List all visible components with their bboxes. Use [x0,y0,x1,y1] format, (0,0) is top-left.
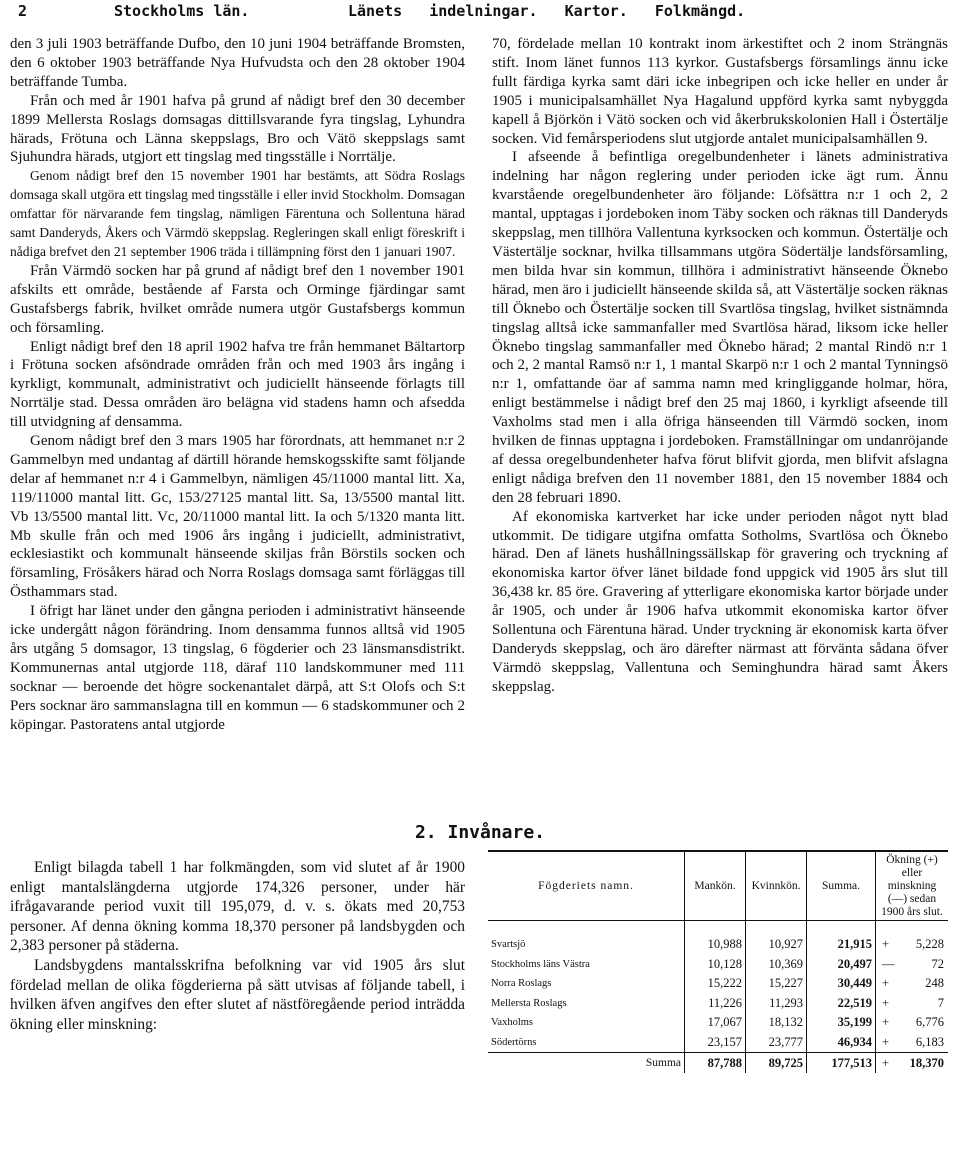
table-row [488,974,948,994]
cell-sign: + [876,974,904,994]
table-row [488,1013,948,1033]
paragraph: I afseende å befintliga oregelbundenheter i länets administrativa indelning har någon reglering under perioden icke ägt rum. Ännu kvarstående oregelbundenheter äro följande: Löfsättra n:r 1 och 2, 2 mantal, upptagas i jordeboken inom Täby socken och räknas till Danderyds skeppslag, men tillhöra Vallentuna kyrksocken och kommun. Östertälje och Västertälje socknar, hvilka tillsammans utgöra Södertälje landsförsamling, men bilda hvar sin kommun, tillhöra i administrativt hänseende Öknebo härad, men äro i judiciellt hänseende skilda så, att Västertälje socken räknas till Öknebo och Östertälje socken till Svartlösa tingslag, hvilket sistnämnda tingslag alltså icke sammanfaller med Svartlösa härad, liksom icke heller Öknebo tingslag sammanfaller med Öknebo härad; 2 mantal Rindö n:r 1 och 2, 2 mantal Ramsö n:r 1, 1 mantal Skarpö n:r 1 och 2 mantal Tynningsö n:r 1, omfattande öar af samma namn med kringliggande holmar, höra, enligt bestämmelse i nådigt bref den 25 maj 1860, i kyrkligt afseende till Vaxholms stad men i alla öfriga hänseenden till Värmdö socken, inom hvilken de finnas upptagna i jordeboken. Framställningar om undanröjande af dessa oregelbundenheter hafva förut blifvit gjorda, men blifvit afslagna enligt nådiga brefven den 11 november 1881, den 15 november 1884 och den 28 februari 1890. [492,149,948,506]
paragraph: Genom nådigt bref den 3 mars 1905 har förordnats, att hemmanet n:r 2 Gammelbyn med undantag af därtill hörande hemskogsskifte samt följande delar af hemmanet n:r 4 i Gammelbyn, nämligen 45/11000 mantal litt. Xa, 119/11000 mantal litt. Gc, 153/27125 mantal litt. Sa, 13/5500 mantal litt. Vb 13/5500 mantal litt. Vc, 20/11000 mantal litt. Ia och 5/1320 manta litt. Mb skulle från och med 1906 års ingång i judiciellt, administrativt, ecklesiastikt och kommunalt hänseende skiljas från Börstils socken och församling, Frösåkers härad och Norra Roslags domsaga samt förläggas till Östhammars stad. [10,433,465,601]
cell-sum: 35,199 [807,1013,876,1033]
page-number: 2 [18,2,28,20]
cell-change: 5,228 [915,937,944,952]
paragraph: 70, fördelade mellan 10 kontrakt inom ärkestiftet och 2 inom Strängnäs stift. Inom länet funnos 113 kyrkor. Gustafsbergs församlings ännu icke fullt färdiga kyrka samt däri icke inbegripen och icke heller en under år 1905 i municipalsamhället Nya Hagalund uppförd kyrka samt nybyggda kapell å Björkön i Vätö socken och vid åkerbrukskolonien Hall i Östertälje socken. Vid femårsperiodens slut utgjorde antalet municipalsamhällen 9. [492,36,948,147]
header-men: Mankön. [685,851,746,921]
row-name: Svartsjö [491,939,526,951]
header-district: Fögderiets namn. [488,851,685,921]
paragraph: Af ekonomiska kartverket har icke under perioden något nytt blad utkommit. De tidigare utgifna omfatta Sotholms, Svartlösa och Öknebo härad. Den af länets hushållningssällskap för gravering och tryckning af ekonomiska kartor öfver länet bildade fond uppgick vid 1905 års slut till 36,438 kr. 85 öre. Gravering af ytterligare ekonomiska kartor började under år 1905, och under år 1906 hafva utkommit ekonomiska kartor öfver Sollentuna och Färentuna härad. Under tryckning är ekonomisk karta öfver Danderyds skeppslag, och äro därefter närmast att förvänta sådana öfver Värmdö skeppslag, Vallentuna och Seminghundra härad samt Åkers skeppslag. [492,508,948,695]
table-row [488,994,948,1014]
row-name: Norra Roslags [491,978,552,990]
paragraph: den 3 juli 1903 beträffande Dufbo, den 10 juni 1904 beträffande Bromsten, den 6 oktober 1903 beträffande Nya Hufvudsta och den 28 oktober 1904 beträffande Tumba. [10,36,465,90]
cell-sum: 46,934 [807,1033,876,1053]
paragraph: Enligt nådigt bref den 18 april 1902 hafva tre från hemmanet Bältartorp i Frötuna socken afsöndrade områden från och med 1903 års ingång i kyrkligt, kommunalt, administrativt och judiciellt hänseende förlagts till Norrtälje stad. Dessa områden äro belägna vid stadens hamn och afsedda till utvidgning af densamma. [10,338,465,431]
cell-women: 15,227 [746,974,807,994]
cell-women: 11,293 [746,994,807,1014]
paragraph: Genom nådigt bref den 15 november 1901 har bestämts, att Södra Roslags domsaga skall utgöra ett tingslag med tingsställe i eller invid Stockholm. Domsagan omfattar för närvarande fem tingslag, nämligen Färentuna och Sollentuna härad samt Danderyds, Åkers och Värmdö skeppslag. Regleringen skall enligt föreskrift i nådiga brefvet den 21 september 1906 träda i tillämpning först den 1 januari 1907. [10,168,465,259]
total-men: 87,788 [685,1053,746,1074]
cell-sign: + [876,1033,904,1053]
total-label: Summa [645,1057,681,1069]
page-header [18,0,948,22]
cell-sign: + [876,1013,904,1033]
cell-sum: 21,915 [807,935,876,955]
header-change: Ökning (+) eller minskning (—) sedan 1900 års slut. [876,851,949,921]
row-name: Södertörns [488,1033,685,1053]
cell-sum: 30,449 [807,974,876,994]
cell-change: 72 [931,956,944,971]
cell-women: 18,132 [746,1013,807,1033]
cell-men: 23,157 [685,1033,746,1053]
cell-sign: + [876,935,904,955]
paragraph: Från och med år 1901 hafva på grund af nådigt bref den 30 december 1899 Mellersta Roslags domsagas dittillsvarande fyra tingslag, Lyhundra härads, Frötuna och Länna skeppslags, Bro och Vätö skeppslags samt Sjuhundra härads, utgjort ett tingslag med tingsställe i Norrtälje. [10,92,465,166]
table-row [488,955,948,975]
cell-men: 17,067 [685,1013,746,1033]
paragraph: Landsbygdens mantalsskrifna befolkning var vid 1905 års slut fördelad mellan de olika fögderierna på sätt utvisas af följande tabell, i hvilken äfven angifves den efter slutet af nästföregående period inträdda ökning eller minskning: [10,956,465,1033]
cell-women: 23,777 [746,1033,807,1053]
cell-change: 6,183 [903,1033,948,1053]
left-column [10,35,465,735]
row-name: Stockholms läns Västra [491,958,590,970]
row-name: Mellersta Roslags [491,997,567,1009]
total-women: 89,725 [746,1053,807,1074]
total-sign: + [876,1053,904,1074]
paragraph: I öfrigt har länet under den gångna perioden i administrativt hänseende icke undergått någon förändring. Inom densamma funnos alltså vid 1905 års utgång 5 domsagor, 13 tingslag, 6 fögderier och 23 länsmansdistrikt. Kommunernas antal utgjorde 118, däraf 110 landskommuner med 111 socknar — beroende det högre sockenantalet därpå, att S:t Olofs och S:t Pers socknar äro sammanslagna till en kommun — 6 stadskommuner och 2 köpingar. Pastoratens antal utgjorde [10,603,465,733]
header-sum: Summa. [807,851,876,921]
cell-women: 10,369 [746,955,807,975]
section-title: 2. Invånare. [414,822,546,843]
total-change: 18,370 [909,1055,944,1070]
right-column [492,35,948,697]
subject-title: Länets indelningar. Kartor. Folkmängd. [348,2,746,20]
cell-change: 7 [937,995,944,1010]
table-total-row [488,1053,948,1074]
total-sum: 177,513 [807,1053,876,1074]
population-text [10,858,465,1034]
cell-men: 10,128 [685,955,746,975]
table-row [488,1033,948,1053]
cell-change: 248 [925,976,944,991]
cell-change: 6,776 [915,1015,944,1030]
cell-men: 15,222 [685,974,746,994]
row-name: Vaxholms [491,1017,533,1029]
paragraph: Från Värmdö socken har på grund af nådigt bref den 1 november 1901 afskilts ett område, bestående af Farsta och Orminge fjärdingar samt Gustafsbergs fabrik, hvilket område numera utgör Gustafsbergs kommun och församling. [10,262,465,336]
cell-sign: + [876,994,904,1014]
cell-men: 10,988 [685,935,746,955]
county-title: Stockholms län. [114,2,250,20]
population-table [488,850,948,1170]
header-women: Kvinnkön. [746,851,807,921]
cell-men: 11,226 [685,994,746,1014]
cell-women: 10,927 [746,935,807,955]
cell-sum: 22,519 [807,994,876,1014]
paragraph: Enligt bilagda tabell 1 har folkmängden, som vid slutet af år 1900 enligt mantalslängderna utgjorde 174,326 personer, under här ifrågavarande period vuxit till 195,079, d. v. s. ökats med 20,753 personer. Af denna ökning komma 18,370 personer på landsbygden och 2,383 personer på städerna. [10,859,465,955]
cell-sign: — [876,955,904,975]
table-row [488,935,948,955]
cell-sum: 20,497 [807,955,876,975]
